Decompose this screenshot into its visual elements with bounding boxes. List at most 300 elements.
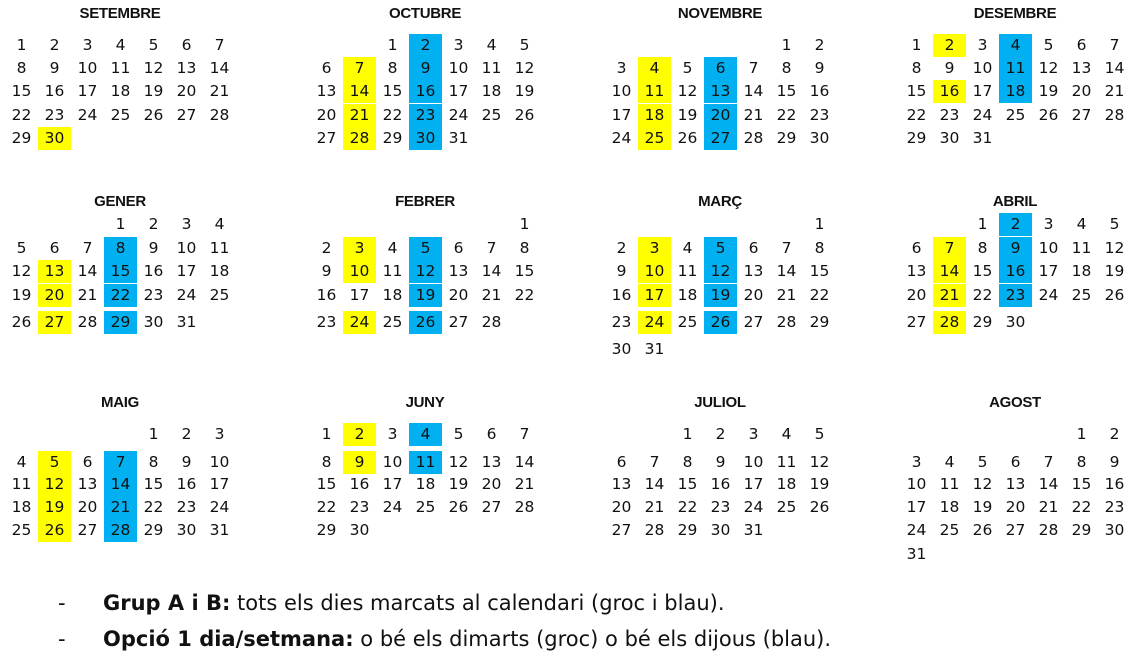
day-cell: 1 bbox=[115, 215, 126, 233]
day-cell: 25 bbox=[776, 498, 797, 516]
day-cell: 12 bbox=[11, 262, 32, 280]
day-cell: 28 bbox=[1104, 106, 1125, 124]
day-cell: 13 bbox=[77, 475, 98, 493]
day-cell: 1 bbox=[911, 36, 922, 54]
day-cell: 27 bbox=[316, 129, 337, 147]
day-cell: 27 bbox=[743, 313, 764, 331]
legend-bullet: - bbox=[58, 591, 66, 615]
day-cell: 3 bbox=[343, 237, 376, 260]
day-cell: 9 bbox=[181, 453, 192, 471]
day-cell: 25 bbox=[110, 106, 131, 124]
day-cell: 18 bbox=[11, 498, 32, 516]
day-cell: 12 bbox=[514, 59, 535, 77]
day-cell: 26 bbox=[143, 106, 164, 124]
day-cell: 6 bbox=[1076, 36, 1087, 54]
day-cell: 2 bbox=[49, 36, 60, 54]
day-cell: 18 bbox=[415, 475, 436, 493]
day-cell: 21 bbox=[343, 104, 376, 127]
day-cell: 25 bbox=[939, 521, 960, 539]
day-cell: 9 bbox=[814, 59, 825, 77]
month-novembre bbox=[605, 5, 835, 175]
day-cell: 28 bbox=[1038, 521, 1059, 539]
day-cell: 2 bbox=[321, 239, 332, 257]
day-cell: 8 bbox=[321, 453, 332, 471]
day-cell: 29 bbox=[809, 313, 830, 331]
day-cell: 11 bbox=[409, 451, 442, 474]
day-cell: 14 bbox=[644, 475, 665, 493]
month-title: OCTUBRE bbox=[388, 5, 462, 22]
day-cell: 28 bbox=[343, 127, 376, 150]
day-cell: 23 bbox=[1104, 498, 1125, 516]
day-cell: 19 bbox=[409, 284, 442, 307]
day-cell: 10 bbox=[77, 59, 98, 77]
day-cell: 21 bbox=[1104, 82, 1125, 100]
day-cell: 9 bbox=[1109, 453, 1120, 471]
day-cell: 18 bbox=[481, 82, 502, 100]
day-cell: 3 bbox=[911, 453, 922, 471]
day-cell: 2 bbox=[343, 423, 376, 446]
day-cell: 30 bbox=[1005, 313, 1026, 331]
day-cell: 17 bbox=[209, 475, 230, 493]
day-cell: 16 bbox=[999, 260, 1032, 283]
day-cell: 11 bbox=[1071, 239, 1092, 257]
day-cell: 16 bbox=[316, 286, 337, 304]
month-title: AGOST bbox=[989, 394, 1041, 411]
day-cell: 30 bbox=[38, 127, 71, 150]
day-cell: 23 bbox=[409, 104, 442, 127]
month-octubre bbox=[310, 5, 540, 175]
day-cell: 7 bbox=[649, 453, 660, 471]
day-cell: 8 bbox=[148, 453, 159, 471]
day-cell: 31 bbox=[644, 340, 665, 358]
day-cell: 10 bbox=[1038, 239, 1059, 257]
day-cell: 15 bbox=[677, 475, 698, 493]
month-title: DESEMBRE bbox=[973, 5, 1057, 22]
day-cell: 1 bbox=[781, 36, 792, 54]
day-cell: 6 bbox=[486, 425, 497, 443]
day-cell: 23 bbox=[143, 286, 164, 304]
day-cell: 16 bbox=[710, 475, 731, 493]
day-cell: 19 bbox=[1104, 262, 1125, 280]
day-cell: 19 bbox=[677, 106, 698, 124]
day-cell: 14 bbox=[343, 80, 376, 103]
day-cell: 18 bbox=[110, 82, 131, 100]
day-cell: 10 bbox=[176, 239, 197, 257]
day-cell: 19 bbox=[11, 286, 32, 304]
day-cell: 6 bbox=[453, 239, 464, 257]
day-cell: 18 bbox=[999, 80, 1032, 103]
day-cell: 11 bbox=[481, 59, 502, 77]
day-cell: 26 bbox=[677, 129, 698, 147]
day-cell: 10 bbox=[638, 260, 671, 283]
day-cell: 24 bbox=[1038, 286, 1059, 304]
day-cell: 3 bbox=[638, 237, 671, 260]
day-cell: 13 bbox=[316, 82, 337, 100]
month-title: JULIOL bbox=[694, 394, 746, 411]
day-cell: 18 bbox=[677, 286, 698, 304]
day-cell: 5 bbox=[148, 36, 159, 54]
day-cell: 28 bbox=[514, 498, 535, 516]
day-cell: 23 bbox=[44, 106, 65, 124]
day-cell: 13 bbox=[704, 80, 737, 103]
day-cell: 22 bbox=[972, 286, 993, 304]
day-cell: 4 bbox=[781, 425, 792, 443]
day-cell: 21 bbox=[1038, 498, 1059, 516]
day-cell: 16 bbox=[143, 262, 164, 280]
day-cell: 15 bbox=[11, 82, 32, 100]
day-cell: 4 bbox=[409, 423, 442, 446]
month-setembre bbox=[5, 5, 235, 175]
day-cell: 29 bbox=[316, 521, 337, 539]
day-cell: 23 bbox=[710, 498, 731, 516]
day-cell: 31 bbox=[176, 313, 197, 331]
day-cell: 20 bbox=[704, 104, 737, 127]
day-cell: 12 bbox=[704, 260, 737, 283]
day-cell: 24 bbox=[343, 311, 376, 334]
day-cell: 15 bbox=[143, 475, 164, 493]
day-cell: 14 bbox=[104, 473, 137, 496]
day-cell: 25 bbox=[382, 313, 403, 331]
day-cell: 20 bbox=[481, 475, 502, 493]
day-cell: 24 bbox=[448, 106, 469, 124]
day-cell: 12 bbox=[972, 475, 993, 493]
legend-line-1 bbox=[58, 591, 725, 615]
day-cell: 24 bbox=[743, 498, 764, 516]
day-cell: 29 bbox=[11, 129, 32, 147]
day-cell: 9 bbox=[715, 453, 726, 471]
day-cell: 28 bbox=[104, 519, 137, 542]
day-cell: 16 bbox=[349, 475, 370, 493]
day-cell: 30 bbox=[939, 129, 960, 147]
day-cell: 17 bbox=[349, 286, 370, 304]
day-cell: 9 bbox=[944, 59, 955, 77]
day-cell: 14 bbox=[481, 262, 502, 280]
day-cell: 29 bbox=[906, 129, 927, 147]
month-title: NOVEMBRE bbox=[677, 5, 763, 22]
day-cell: 12 bbox=[809, 453, 830, 471]
day-cell: 12 bbox=[143, 59, 164, 77]
day-cell: 22 bbox=[316, 498, 337, 516]
day-cell: 8 bbox=[781, 59, 792, 77]
day-cell: 3 bbox=[1043, 215, 1054, 233]
day-cell: 2 bbox=[148, 215, 159, 233]
day-cell: 21 bbox=[77, 286, 98, 304]
day-cell: 14 bbox=[209, 59, 230, 77]
day-cell: 11 bbox=[382, 262, 403, 280]
day-cell: 28 bbox=[644, 521, 665, 539]
day-cell: 15 bbox=[1071, 475, 1092, 493]
day-cell: 13 bbox=[1005, 475, 1026, 493]
day-cell: 15 bbox=[776, 82, 797, 100]
month-juny bbox=[310, 394, 540, 564]
day-cell: 8 bbox=[104, 237, 137, 260]
day-cell: 1 bbox=[814, 215, 825, 233]
day-cell: 10 bbox=[209, 453, 230, 471]
day-cell: 3 bbox=[387, 425, 398, 443]
day-cell: 24 bbox=[176, 286, 197, 304]
day-cell: 25 bbox=[1005, 106, 1026, 124]
day-cell: 16 bbox=[809, 82, 830, 100]
day-cell: 23 bbox=[809, 106, 830, 124]
day-cell: 16 bbox=[409, 80, 442, 103]
day-cell: 15 bbox=[316, 475, 337, 493]
day-cell: 8 bbox=[387, 59, 398, 77]
month-title: JUNY bbox=[405, 394, 445, 411]
day-cell: 5 bbox=[38, 451, 71, 474]
day-cell: 20 bbox=[176, 82, 197, 100]
day-cell: 17 bbox=[972, 82, 993, 100]
day-cell: 7 bbox=[748, 59, 759, 77]
day-cell: 25 bbox=[638, 127, 671, 150]
day-cell: 28 bbox=[776, 313, 797, 331]
day-cell: 7 bbox=[1043, 453, 1054, 471]
day-cell: 22 bbox=[906, 106, 927, 124]
day-cell: 20 bbox=[77, 498, 98, 516]
day-cell: 1 bbox=[682, 425, 693, 443]
legend-bullet: - bbox=[58, 627, 66, 651]
day-cell: 1 bbox=[1076, 425, 1087, 443]
day-cell: 21 bbox=[514, 475, 535, 493]
day-cell: 24 bbox=[382, 498, 403, 516]
day-cell: 14 bbox=[776, 262, 797, 280]
day-cell: 18 bbox=[1071, 262, 1092, 280]
day-cell: 8 bbox=[911, 59, 922, 77]
day-cell: 15 bbox=[104, 260, 137, 283]
day-cell: 3 bbox=[977, 36, 988, 54]
month-febrer bbox=[310, 193, 540, 363]
month-title: SETEMBRE bbox=[79, 5, 161, 22]
day-cell: 4 bbox=[16, 453, 27, 471]
day-cell: 2 bbox=[715, 425, 726, 443]
day-cell: 11 bbox=[776, 453, 797, 471]
day-cell: 13 bbox=[38, 260, 71, 283]
day-cell: 14 bbox=[77, 262, 98, 280]
legend-line-2 bbox=[58, 627, 831, 651]
day-cell: 13 bbox=[611, 475, 632, 493]
day-cell: 25 bbox=[11, 521, 32, 539]
day-cell: 29 bbox=[382, 129, 403, 147]
month-title: MARÇ bbox=[698, 193, 742, 210]
day-cell: 6 bbox=[49, 239, 60, 257]
month-març bbox=[605, 193, 835, 363]
day-cell: 5 bbox=[814, 425, 825, 443]
day-cell: 22 bbox=[677, 498, 698, 516]
day-cell: 30 bbox=[349, 521, 370, 539]
month-maig bbox=[5, 394, 235, 564]
day-cell: 10 bbox=[906, 475, 927, 493]
month-title: GENER bbox=[94, 193, 146, 210]
day-cell: 7 bbox=[82, 239, 93, 257]
day-cell: 12 bbox=[38, 473, 71, 496]
day-cell: 13 bbox=[906, 262, 927, 280]
day-cell: 9 bbox=[321, 262, 332, 280]
day-cell: 26 bbox=[972, 521, 993, 539]
day-cell: 1 bbox=[387, 36, 398, 54]
day-cell: 20 bbox=[906, 286, 927, 304]
day-cell: 14 bbox=[743, 82, 764, 100]
day-cell: 18 bbox=[638, 104, 671, 127]
day-cell: 4 bbox=[944, 453, 955, 471]
day-cell: 23 bbox=[176, 498, 197, 516]
day-cell: 28 bbox=[743, 129, 764, 147]
day-cell: 22 bbox=[809, 286, 830, 304]
day-cell: 3 bbox=[616, 59, 627, 77]
day-cell: 16 bbox=[44, 82, 65, 100]
day-cell: 11 bbox=[999, 57, 1032, 80]
day-cell: 27 bbox=[704, 127, 737, 150]
day-cell: 3 bbox=[748, 425, 759, 443]
day-cell: 27 bbox=[906, 313, 927, 331]
day-cell: 19 bbox=[448, 475, 469, 493]
day-cell: 20 bbox=[448, 286, 469, 304]
day-cell: 19 bbox=[143, 82, 164, 100]
day-cell: 28 bbox=[77, 313, 98, 331]
day-cell: 23 bbox=[999, 284, 1032, 307]
day-cell: 7 bbox=[104, 451, 137, 474]
day-cell: 6 bbox=[1010, 453, 1021, 471]
day-cell: 7 bbox=[486, 239, 497, 257]
day-cell: 19 bbox=[38, 496, 71, 519]
day-cell: 17 bbox=[176, 262, 197, 280]
day-cell: 11 bbox=[677, 262, 698, 280]
day-cell: 5 bbox=[519, 36, 530, 54]
month-title: MAIG bbox=[101, 394, 139, 411]
day-cell: 2 bbox=[181, 425, 192, 443]
day-cell: 28 bbox=[209, 106, 230, 124]
day-cell: 5 bbox=[16, 239, 27, 257]
day-cell: 13 bbox=[176, 59, 197, 77]
day-cell: 31 bbox=[906, 545, 927, 563]
day-cell: 12 bbox=[409, 260, 442, 283]
day-cell: 6 bbox=[321, 59, 332, 77]
month-gener bbox=[5, 193, 235, 363]
day-cell: 3 bbox=[181, 215, 192, 233]
day-cell: 30 bbox=[409, 127, 442, 150]
legend-text: tots els dies marcats al calendari (groc i blau). bbox=[230, 591, 725, 615]
day-cell: 31 bbox=[972, 129, 993, 147]
day-cell: 2 bbox=[1109, 425, 1120, 443]
day-cell: 30 bbox=[176, 521, 197, 539]
day-cell: 26 bbox=[409, 311, 442, 334]
day-cell: 23 bbox=[349, 498, 370, 516]
day-cell: 5 bbox=[1109, 215, 1120, 233]
day-cell: 7 bbox=[1109, 36, 1120, 54]
day-cell: 17 bbox=[382, 475, 403, 493]
day-cell: 8 bbox=[814, 239, 825, 257]
day-cell: 7 bbox=[519, 425, 530, 443]
day-cell: 27 bbox=[1005, 521, 1026, 539]
day-cell: 20 bbox=[1005, 498, 1026, 516]
day-cell: 9 bbox=[616, 262, 627, 280]
day-cell: 13 bbox=[743, 262, 764, 280]
day-cell: 31 bbox=[448, 129, 469, 147]
day-cell: 29 bbox=[776, 129, 797, 147]
day-cell: 30 bbox=[143, 313, 164, 331]
day-cell: 7 bbox=[214, 36, 225, 54]
day-cell: 8 bbox=[16, 59, 27, 77]
day-cell: 21 bbox=[776, 286, 797, 304]
day-cell: 15 bbox=[382, 82, 403, 100]
day-cell: 22 bbox=[104, 284, 137, 307]
day-cell: 9 bbox=[409, 57, 442, 80]
day-cell: 17 bbox=[638, 284, 671, 307]
day-cell: 28 bbox=[933, 311, 966, 334]
legend-text: o bé els dimarts (groc) o bé els dijous (blau). bbox=[353, 627, 832, 651]
day-cell: 29 bbox=[972, 313, 993, 331]
day-cell: 11 bbox=[209, 239, 230, 257]
day-cell: 1 bbox=[321, 425, 332, 443]
day-cell: 2 bbox=[409, 34, 442, 57]
day-cell: 16 bbox=[1104, 475, 1125, 493]
day-cell: 20 bbox=[316, 106, 337, 124]
day-cell: 1 bbox=[148, 425, 159, 443]
day-cell: 13 bbox=[481, 453, 502, 471]
day-cell: 16 bbox=[611, 286, 632, 304]
day-cell: 22 bbox=[776, 106, 797, 124]
day-cell: 8 bbox=[682, 453, 693, 471]
day-cell: 17 bbox=[906, 498, 927, 516]
day-cell: 4 bbox=[999, 34, 1032, 57]
day-cell: 27 bbox=[38, 311, 71, 334]
day-cell: 19 bbox=[809, 475, 830, 493]
day-cell: 2 bbox=[933, 34, 966, 57]
day-cell: 14 bbox=[1104, 59, 1125, 77]
day-cell: 5 bbox=[682, 59, 693, 77]
day-cell: 26 bbox=[809, 498, 830, 516]
day-cell: 11 bbox=[638, 80, 671, 103]
day-cell: 26 bbox=[448, 498, 469, 516]
day-cell: 22 bbox=[514, 286, 535, 304]
day-cell: 26 bbox=[1104, 286, 1125, 304]
day-cell: 24 bbox=[611, 129, 632, 147]
day-cell: 7 bbox=[933, 237, 966, 260]
day-cell: 27 bbox=[611, 521, 632, 539]
day-cell: 26 bbox=[514, 106, 535, 124]
day-cell: 3 bbox=[453, 36, 464, 54]
day-cell: 20 bbox=[743, 286, 764, 304]
day-cell: 29 bbox=[677, 521, 698, 539]
day-cell: 8 bbox=[1076, 453, 1087, 471]
day-cell: 26 bbox=[38, 519, 71, 542]
day-cell: 9 bbox=[343, 451, 376, 474]
day-cell: 13 bbox=[448, 262, 469, 280]
day-cell: 30 bbox=[710, 521, 731, 539]
month-title: FEBRER bbox=[395, 193, 455, 210]
day-cell: 27 bbox=[1071, 106, 1092, 124]
day-cell: 6 bbox=[616, 453, 627, 471]
day-cell: 14 bbox=[1038, 475, 1059, 493]
month-title: ABRIL bbox=[992, 193, 1038, 210]
day-cell: 24 bbox=[209, 498, 230, 516]
day-cell: 10 bbox=[611, 82, 632, 100]
day-cell: 8 bbox=[519, 239, 530, 257]
day-cell: 4 bbox=[1076, 215, 1087, 233]
day-cell: 15 bbox=[906, 82, 927, 100]
day-cell: 23 bbox=[939, 106, 960, 124]
day-cell: 30 bbox=[611, 340, 632, 358]
day-cell: 31 bbox=[209, 521, 230, 539]
day-cell: 26 bbox=[1038, 106, 1059, 124]
day-cell: 3 bbox=[82, 36, 93, 54]
day-cell: 4 bbox=[682, 239, 693, 257]
legend-label: Opció 1 dia/setmana: bbox=[103, 627, 354, 651]
day-cell: 3 bbox=[214, 425, 225, 443]
day-cell: 5 bbox=[704, 237, 737, 260]
day-cell: 1 bbox=[16, 36, 27, 54]
month-desembre bbox=[900, 5, 1130, 175]
day-cell: 7 bbox=[343, 57, 376, 80]
day-cell: 21 bbox=[209, 82, 230, 100]
